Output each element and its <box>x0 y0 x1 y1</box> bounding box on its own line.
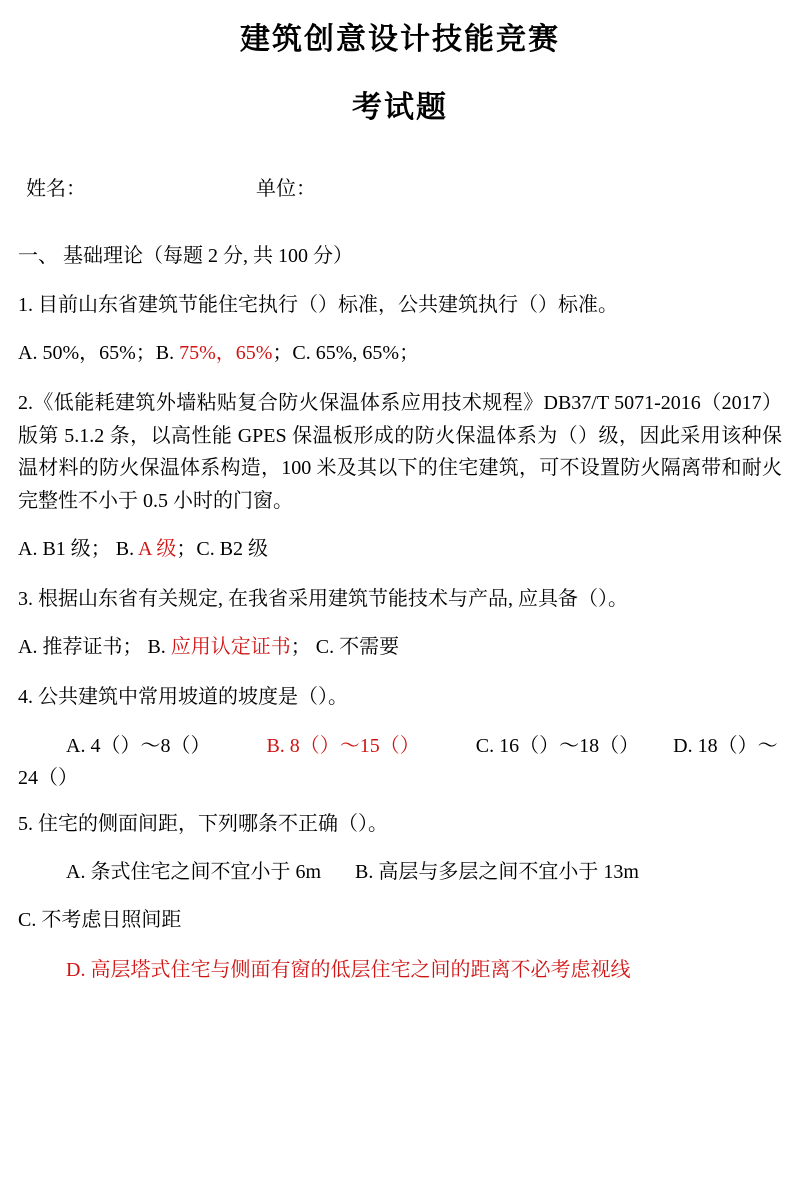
unit-field-label: 单位： <box>256 178 316 200</box>
option-text: C. 16（）～18（） <box>475 734 640 757</box>
question-options-4 <box>18 730 782 794</box>
option-answer-highlight: 应用认定证书 <box>170 636 291 659</box>
question-option-5-c: C. 不考虑日照间距 <box>18 909 182 932</box>
option-text: B. 高层与多层之间不宜小于 13m <box>355 861 639 884</box>
question-options-5 <box>18 856 782 888</box>
option-text: A. 条式住宅之间不宜小于 6m <box>66 861 321 884</box>
page-subtitle: 考试题 <box>352 91 448 124</box>
question-stem-2: 2.《低能耗建筑外墙粘贴复合防火保温体系应用技术规程》DB37/T 5071-2016（2017）版第 5.1.2 条，以高性能 GPES 保温板形成的防火保温体系为（）级，因此采用该种保温材料的防火保温体系构造，100 米及其以下的住宅建筑，可不设置防火隔离带和耐火完整性不小于 0.5 小时的门窗。 <box>18 392 782 512</box>
page-title: 建筑创意设计技能竞赛 <box>240 23 560 56</box>
option-text: A. 50%，65%；B. <box>18 342 180 365</box>
question-stem-4: 4. 公共建筑中常用坡道的坡度是（）。 <box>18 686 348 709</box>
option-text: ；C. B2 级 <box>176 537 269 560</box>
section-heading: 一、 基础理论（每题 2 分, 共 100 分） <box>18 245 353 267</box>
option-text: A. 4（）～8（） <box>66 734 211 757</box>
name-field-label: 姓名： <box>26 178 86 200</box>
option-text: D. 18（）～24（） <box>18 734 778 789</box>
question-options-2 <box>18 533 782 565</box>
option-answer-highlight: A 级 <box>138 537 177 560</box>
option-answer-highlight: 75%，65% <box>179 342 273 365</box>
option-text: A. 推荐证书； B. <box>18 636 171 659</box>
question-stem-5: 5. 住宅的侧面间距，下列哪条不正确（）。 <box>18 812 388 835</box>
option-text: ； C. 不需要 <box>290 636 400 659</box>
question-options-1 <box>18 337 782 369</box>
option-text: A. B1 级； B. <box>18 537 139 560</box>
option-text: ；C. 65%, 65%； <box>272 342 420 365</box>
identity-fields <box>18 172 782 201</box>
option-answer-highlight: B. 8（）～15（） <box>266 734 420 757</box>
question-stem-3: 3. 根据山东省有关规定, 在我省采用建筑节能技术与产品, 应具备（）。 <box>18 587 628 610</box>
question-options-3 <box>18 631 782 663</box>
question-stem-1: 1. 目前山东省建筑节能住宅执行（）标准，公共建筑执行（）标准。 <box>18 294 618 316</box>
question-option-5-d: D. 高层塔式住宅与侧面有窗的低层住宅之间的距离不必考虑视线 <box>66 959 631 982</box>
